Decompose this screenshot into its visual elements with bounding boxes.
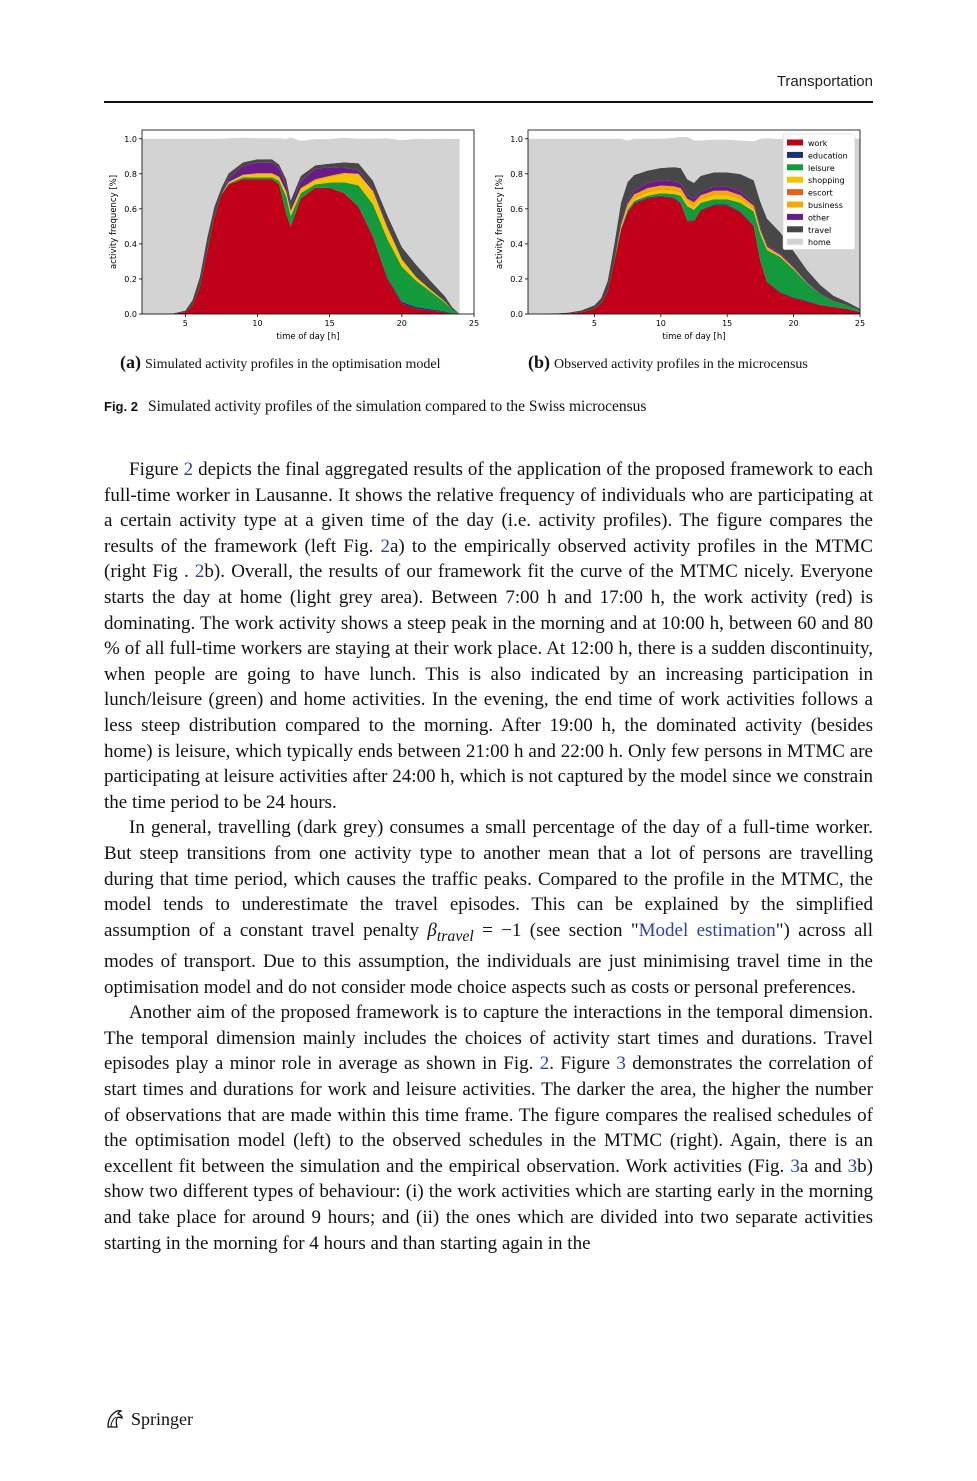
figure-caption bbox=[104, 398, 646, 416]
fig-2-link[interactable]: 2 bbox=[539, 1053, 550, 1075]
p3-text-c: demonstrates the correlation of start times and durations for work and leisure activities. The darker the area, the higher the number of observations that are made within this time frame. The figure compares the realised schedules of the optimisation model (left) to the observed schedules in the MTMC (right). Again, there is an excellent fit between the simulation and the empirical observation. Work activities (Fig. bbox=[104, 1053, 873, 1177]
publisher-name: Springer bbox=[131, 1408, 193, 1429]
legend-label-business: business bbox=[808, 201, 843, 210]
legend-swatch-travel bbox=[787, 226, 803, 232]
x-tick-label: 20 bbox=[396, 319, 407, 328]
paragraph-2 bbox=[104, 815, 873, 1000]
y-axis-label: activity frequency [%] bbox=[495, 174, 505, 270]
y-tick-label: 0.6 bbox=[124, 204, 137, 214]
figure-caption-text: Simulated activity profiles of the simulation compared to the Swiss microcensus bbox=[147, 398, 647, 415]
y-tick-label: 0.4 bbox=[124, 239, 137, 249]
p3-text-e: b) show two different types of behaviour: (i) the work activities which are starting early in the morning and take place for around 9 hours; and (ii) the ones which are divided into two separate activities starting in the morning for 4 hours and than starting again in the bbox=[104, 1155, 873, 1254]
x-tick-label: 5 bbox=[182, 319, 188, 328]
p2-text-a: In general, travelling (dark grey) consumes a small percentage of the day of a full-time worker. But steep transitions from one activity type to another mean that a lot of persons are travelling during that time period, which causes the traffic peaks. Compared to the profile in the MTMC, the model tends to underestimate the travel episodes. This can be explained by the simplified assumption of a constant travel penalty bbox=[104, 817, 873, 941]
fig-2-link[interactable]: 2 bbox=[183, 459, 194, 480]
y-axis-label: activity frequency [%] bbox=[109, 174, 119, 270]
p1-text-a: Figure bbox=[129, 459, 184, 480]
p1-text-d: b). Overall, the results of our framework fit the curve of the MTMC nicely. Everyone starts the day at home (light grey area). Between 7:00 h and 17:00 h, the work activity (red) is dominating. The work activity shows a steep peak in the morning and at 10:00 h, between 60 and 80 % of all full-time workers are staying at their work place. At 12:00 h, there is a sudden discontinuity, when people are going to have lunch. This is also indicated by an increasing participation in lunch/leisure (green) and home activities. In the evening, the end time of work activities follows a less steep distribution compared to the morning. After 19:00 h, the dominated activity (besides home) is leisure, which typically ends between 21:00 h and 22:00 h. Only few persons in MTMC are participating at leisure activities after 24:00 h, which is not captured by the model since we constrain the time period to be 24 hours. bbox=[104, 561, 873, 813]
p3-text-b: . Figure bbox=[549, 1053, 617, 1075]
legend-swatch-business bbox=[787, 202, 803, 208]
equation-value: = −1 bbox=[473, 919, 522, 941]
legend-swatch-work bbox=[787, 140, 803, 146]
x-tick-label: 10 bbox=[252, 319, 263, 328]
p2-text-b: (see section " bbox=[521, 919, 639, 941]
legend-label-shopping: shopping bbox=[808, 176, 845, 186]
y-tick-label: 0.4 bbox=[510, 239, 523, 249]
legend-swatch-home bbox=[787, 239, 803, 245]
figure-caption-label: Fig. 2 bbox=[104, 399, 138, 414]
subcaption-a-label: (a) bbox=[120, 352, 141, 372]
springer-horse-icon bbox=[104, 1408, 126, 1430]
legend-label-escort: escort bbox=[808, 188, 833, 198]
legend-label-travel: travel bbox=[808, 225, 832, 235]
subcaption-a bbox=[120, 352, 441, 373]
y-tick-label: 0.0 bbox=[124, 310, 137, 319]
chart-simulated-activity-profiles bbox=[104, 124, 484, 346]
x-tick-label: 5 bbox=[591, 319, 597, 328]
journal-name: Transportation bbox=[776, 73, 873, 90]
x-tick-label: 15 bbox=[722, 319, 733, 328]
y-tick-label: 0.6 bbox=[510, 204, 523, 214]
y-tick-label: 0.0 bbox=[510, 310, 523, 319]
legend-label-home: home bbox=[808, 238, 831, 248]
subcaption-b bbox=[528, 352, 808, 373]
y-tick-label: 1.0 bbox=[124, 134, 137, 144]
p2-text-c: ") across all modes of transport. Due to this assumption, the individuals are just minimising travel time in the optimisation model and do not consider mode choice aspects such as costs or personal preferences. bbox=[104, 919, 873, 998]
x-tick-label: 25 bbox=[468, 319, 480, 328]
p1-text-b: depicts the final aggregated results of the application of the proposed framework to each full-time worker in Lausanne. It shows the relative frequency of individuals who are participating at a certain activity type at a given time of the day (i.e. activity profiles). The figure compares the results of the framework (left Fig. bbox=[104, 459, 873, 557]
p3-text-d: a and bbox=[799, 1155, 848, 1177]
fig-2-link[interactable]: 2 bbox=[380, 535, 390, 557]
beta-subscript: travel bbox=[436, 927, 474, 945]
legend-swatch-leisure bbox=[787, 164, 803, 170]
page-header bbox=[104, 70, 873, 103]
legend-swatch-shopping bbox=[787, 177, 803, 183]
y-tick-label: 0.2 bbox=[510, 274, 523, 284]
model-estimation-link[interactable]: Model estimation bbox=[638, 919, 776, 941]
y-tick-label: 0.2 bbox=[124, 274, 137, 284]
subcaption-a-text: Simulated activity profiles in the optimisation model bbox=[145, 357, 441, 372]
fig-2-link[interactable]: 2 bbox=[194, 561, 205, 583]
x-tick-label: 10 bbox=[655, 319, 666, 328]
subcaption-b-label: (b) bbox=[528, 352, 550, 372]
subcaption-b-text: Observed activity profiles in the microcensus bbox=[554, 357, 808, 372]
y-tick-label: 1.0 bbox=[510, 134, 523, 144]
p1-text-c: a) to the empirically observed activity profiles in the MTMC (right Fig . bbox=[104, 535, 874, 583]
x-tick-label: 20 bbox=[788, 319, 799, 328]
beta-symbol: β bbox=[427, 919, 437, 941]
legend-swatch-escort bbox=[787, 189, 803, 195]
chart-observed-activity-profiles bbox=[490, 124, 870, 346]
x-tick-label: 15 bbox=[324, 319, 335, 328]
x-axis-label: time of day [h] bbox=[276, 332, 340, 342]
legend-label-other: other bbox=[808, 213, 830, 223]
y-tick-label: 0.8 bbox=[510, 169, 523, 179]
legend-label-work: work bbox=[808, 139, 828, 148]
fig-3-link[interactable]: 3 bbox=[847, 1155, 858, 1177]
x-axis-label: time of day [h] bbox=[662, 332, 726, 342]
body-text bbox=[104, 457, 873, 1256]
legend-swatch-education bbox=[787, 152, 803, 158]
legend-swatch-other bbox=[787, 214, 803, 220]
fig-3-link[interactable]: 3 bbox=[616, 1053, 626, 1075]
legend-label-education: education bbox=[808, 151, 848, 161]
legend-label-leisure: leisure bbox=[808, 163, 835, 173]
paragraph-3 bbox=[104, 1000, 873, 1256]
p3-text-a: Another aim of the proposed framework is to capture the interactions in the temporal dimension. The temporal dimension mainly includes the choices of activity start times and durations. Travel episodes play a minor role in average as shown in Fig. bbox=[104, 1002, 873, 1075]
y-tick-label: 0.8 bbox=[124, 169, 137, 179]
page-footer bbox=[104, 1408, 193, 1430]
x-tick-label: 25 bbox=[854, 319, 866, 328]
fig-3-link[interactable]: 3 bbox=[790, 1155, 800, 1177]
paragraph-1 bbox=[104, 457, 873, 815]
